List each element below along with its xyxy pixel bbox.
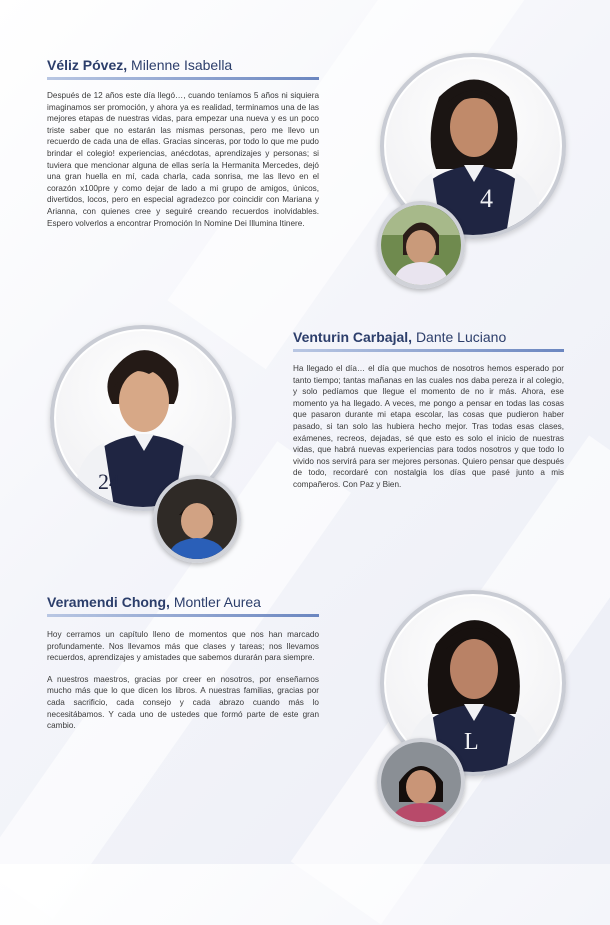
student-message <box>47 90 319 239</box>
student-given-name: Montler Aurea <box>173 594 261 610</box>
svg-text:24: 24 <box>98 469 120 494</box>
student-surname: Véliz Póvez, <box>47 57 128 73</box>
svg-text:4: 4 <box>480 184 493 213</box>
childhood-photo <box>377 201 465 289</box>
childhood-photo <box>153 475 241 563</box>
svg-text:L: L <box>464 729 479 755</box>
student-name <box>293 329 506 345</box>
name-underline <box>293 349 564 352</box>
student-surname: Venturin Carbajal, <box>293 329 413 345</box>
message-paragraph: Hoy cerramos un capítulo lleno de momentos que nos han marcado profundamente. Nos llevamos más que clases y tareas; nos llevamos recuerdos, aprendizajes y amistades que sabemos durarán para siempre. <box>47 630 319 663</box>
student-message <box>47 629 319 742</box>
message-paragraph: A nuestros maestros, gracias por creer en nosotros, por enseñarnos mucho más que lo que dicen los libros. A nuestras familias, gracias por cada sacrificio, cada consejo y cada abrazo cuando más lo necesitábamos. Y cada uno de ustedes que formó parte de este gran cambio. <box>47 674 319 731</box>
student-given-name: Milenne Isabella <box>131 57 233 73</box>
name-underline <box>47 77 319 80</box>
message-paragraph: Después de 12 años este día llegó…, cuando teníamos 5 años ni siquiera imaginamos ser promoción, y ahora ya es realidad, terminamos una de las mejores etapas de nuestras vidas, para empezar una nueva y es un poco triste saber que no estarán las mismas personas, pero me llevo un recuerdo de cada una de ellas. Gracias sinceras, por todo lo que me pudo brindar el colegio! experiencias, anécdotas, aprendizajes y personas; si tuviera que mencionar alguna de ellas sería la Hermanita Mercedes, dejó una gran huella en mí, cada charla, cada sonrisa, me las llevo en el corazón x100pre y como dejar de lado a mi grupo de amigos, únicos, divertidos, locos, pero en especial agradezco por coincidir con Mariana y Arianna, con quienes cree y seguiré creando recuerdos inolvidables. Espero volverlos a encontrar Promoción In Nomine Dei Illumina Itinere. <box>47 91 319 228</box>
student-message <box>293 363 564 501</box>
student-surname: Veramendi Chong, <box>47 594 170 610</box>
childhood-photo <box>377 738 465 826</box>
student-given-name: Dante Luciano <box>415 329 507 345</box>
student-name <box>47 57 232 73</box>
message-paragraph: Ha llegado el día… el día que muchos de nosotros hemos esperado por tanto tiempo; tantas mañanas en las cuales nos daba pereza ir al colegio, y solo pedíamos que llegue el momento de no ir más. Ahora, ese momento ya ha llegado. A veces, me pongo a pensar en todas las cosas que pasaron durante mi etapa escolar, las cosas que pudieron haber pasado, si tan solo las hubiera hecho mejor. Tras todas esas clases, exámenes, recreos, dejadas, sé que esto es solo el inicio de nuestras vidas, que habrá nuevas experiencias para todos nosotros y que todo lo vivido nos servirá para ser mejores personas. Quiero pensar que después de todo, recordaré con nostalgia los días que pasé junto a mis compañeros. Con Paz y Bien. <box>293 364 564 489</box>
student-name <box>47 594 261 610</box>
name-underline <box>47 614 319 617</box>
